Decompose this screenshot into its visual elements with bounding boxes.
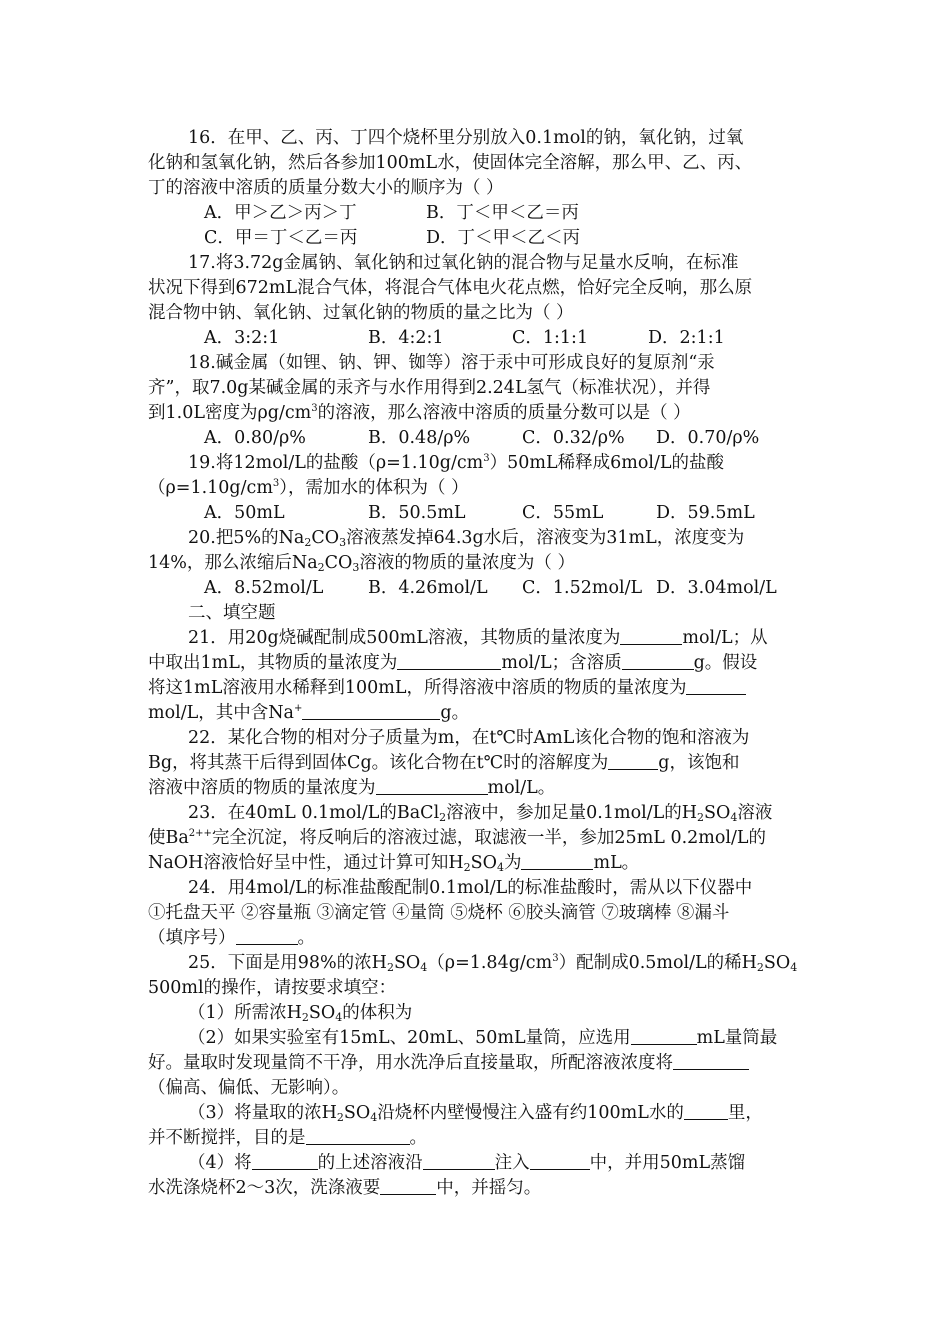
- q16-options-row-2: [204, 226, 804, 250]
- q18-options: [204, 426, 804, 450]
- subscript: 4: [496, 861, 504, 874]
- q18-option-b: B．0.48/ρ%: [368, 428, 471, 448]
- q16-option-d: D．丁＜甲＜乙＜丙: [426, 228, 581, 248]
- q25-text: SO: [763, 953, 791, 973]
- q17-options: [204, 326, 804, 350]
- q22-line-2: [148, 751, 739, 775]
- answer-blank[interactable]: [673, 1051, 749, 1070]
- q16-option-b: B．丁＜甲＜乙＝丙: [426, 203, 579, 223]
- q24-text: （填序号）: [148, 928, 236, 948]
- q25-text: （偏高、偏低、无影响）。: [148, 1078, 350, 1098]
- q25-text: SO: [393, 953, 421, 973]
- q21-text: mol/L；从: [682, 628, 768, 648]
- superscript: +: [294, 703, 303, 714]
- q21-text: 将这1mL溶液用水稀释到100mL，所得溶液中溶质的物质的量浓度为: [148, 678, 687, 698]
- q19-options: [204, 501, 804, 525]
- q25-text: 中，并摇匀。: [436, 1178, 542, 1198]
- q19-line-1: [188, 451, 724, 475]
- q21-text: 21．用20g烧碱配制成500mL溶液，其物质的量浓度为: [188, 628, 621, 648]
- q25-line-1: [188, 951, 797, 975]
- q19-text: （ρ=1.10g/cm: [148, 478, 273, 498]
- q17-text: 混合物中钠、氧化钠、过氧化钠的物质的量之比为（ ）: [148, 303, 574, 323]
- q25-text: （ρ=1.84g/cm: [427, 953, 553, 973]
- q25-text: （2）如果实验室有15mL、20mL、50mL量筒，应选用: [188, 1028, 631, 1048]
- q23-line-3: [148, 851, 639, 875]
- superscript: 3: [483, 453, 490, 464]
- q19-option-a: A．50mL: [204, 503, 285, 523]
- q22-text: Bg，将其蒸干后得到固体Cg。该化合物在t℃时的溶解度为: [148, 753, 609, 773]
- q21-text: g。: [440, 703, 470, 723]
- q18-line-3: [148, 401, 691, 425]
- q23-text: 溶液中，参加足量0.1mol/L的H: [446, 803, 698, 823]
- q18-text: 的溶液，那么溶液中溶质的质量分数可以是（ ）: [317, 403, 691, 423]
- q22-line-1: [188, 726, 749, 750]
- q17-line-1: [188, 251, 739, 275]
- q22-text: 22．某化合物的相对分子质量为m，在t℃时AmL该化合物的饱和溶液为: [188, 728, 750, 748]
- q17-line-3: [148, 301, 574, 325]
- q16-option-a: A．甲＞乙＞丙＞丁: [204, 203, 357, 223]
- q20-option-c: C．1.52mol/L: [522, 578, 643, 598]
- q16-line-3: [148, 176, 504, 200]
- q21-text: 中取出1mL，其物质的量浓度为: [148, 653, 398, 673]
- q21-text: g。假设: [693, 653, 758, 673]
- q24-line-2: [148, 901, 729, 925]
- subscript: 4: [730, 811, 738, 824]
- q25-part-4: [188, 1151, 745, 1175]
- q25-text: 的体积为: [342, 1003, 413, 1023]
- answer-blank[interactable]: [376, 776, 488, 795]
- q23-text: 23．在40mL 0.1mol/L的BaCl: [188, 803, 440, 823]
- q16-line-1: [188, 126, 743, 150]
- q20-line-1: [188, 526, 744, 550]
- q19-text: 19.将12mol/L的盐酸（ρ=1.10g/cm: [188, 453, 484, 473]
- subscript: 3: [339, 536, 347, 549]
- q25-text: （4）将: [188, 1153, 252, 1173]
- q19-line-2: [148, 476, 469, 500]
- q23-text: 为: [503, 853, 522, 873]
- q25-text: 水洗涤烧杯2～3次，洗涤液要: [148, 1178, 381, 1198]
- subscript: 4: [420, 961, 428, 974]
- q20-option-a: A．8.52mol/L: [204, 578, 324, 598]
- q20-option-d: D．3.04mol/L: [656, 578, 777, 598]
- answer-blank[interactable]: [608, 751, 658, 770]
- q17-option-d: D．2:1:1: [648, 328, 725, 348]
- q25-text: 中，并用50mL蒸馏: [589, 1153, 746, 1173]
- q16-text: 16．在甲、乙、丙、丁四个烧杯里分别放入0.1mol的钠，氧化钠，过氧: [188, 128, 744, 148]
- answer-blank[interactable]: [397, 651, 501, 670]
- q19-text: ）50mL稀释成6mol/L的盐酸: [489, 453, 725, 473]
- q23-line-2: [148, 826, 766, 850]
- subscript: 2: [317, 561, 325, 574]
- q17-option-b: B．4:2:1: [368, 328, 444, 348]
- q22-text: 溶液中溶质的物质的量浓度为: [148, 778, 376, 798]
- answer-blank[interactable]: [236, 926, 298, 945]
- q20-options: [204, 576, 804, 600]
- q23-text: mL。: [593, 853, 640, 873]
- q25-part-3: [188, 1101, 763, 1125]
- q24-line-3: [148, 926, 315, 950]
- section-title: 二、填空题: [188, 603, 276, 623]
- q20-text: 溶液蒸发掉64.3g水后，溶液变为31mL，浓度变为: [346, 528, 745, 548]
- q18-option-a: A．0.80/ρ%: [204, 428, 306, 448]
- q22-text: g，该饱和: [658, 753, 740, 773]
- q25-text: SO: [343, 1103, 371, 1123]
- q20-line-2: [148, 551, 575, 575]
- q16-line-2: [148, 151, 752, 175]
- q20-text: 20.把5%的Na: [188, 528, 305, 548]
- answer-blank[interactable]: [302, 701, 440, 720]
- q25-text: 里，: [727, 1103, 763, 1123]
- answer-blank[interactable]: [686, 676, 746, 695]
- q17-option-a: A．3:2:1: [204, 328, 280, 348]
- q22-text: mol/L。: [487, 778, 556, 798]
- q20-option-b: B．4.26mol/L: [368, 578, 488, 598]
- q23-text: 使Ba: [148, 828, 189, 848]
- q24-text: ①托盘天平 ②容量瓶 ③滴定管 ④量筒 ⑤烧杯 ⑥胶头滴管 ⑦玻璃棒 ⑧漏斗: [148, 903, 730, 923]
- subscript: 2: [301, 1011, 309, 1024]
- q16-text: 化钠和氢氧化钠，然后各参加100mL水，使固体完全溶解，那么甲、乙、丙、: [148, 153, 753, 173]
- q25-text: 。: [409, 1128, 427, 1148]
- q21-line-1: [188, 626, 768, 650]
- q17-line-2: [148, 276, 752, 300]
- q17-text: 17.将3.72g金属钠、氧化钠和过氧化钠的混合物与足量水反响，在标准: [188, 253, 739, 273]
- subscript: 2: [463, 861, 471, 874]
- q25-text: 注入: [494, 1153, 530, 1173]
- q19-option-b: B．50.5mL: [368, 503, 466, 523]
- q25-part-1: [188, 1001, 412, 1025]
- q16-option-c: C．甲＝丁＜乙＝丙: [204, 228, 358, 248]
- q23-text: NaOH溶液恰好呈中性，通过计算可知H: [148, 853, 464, 873]
- q19-option-d: D．59.5mL: [656, 503, 755, 523]
- subscript: 2: [304, 536, 312, 549]
- q21-line-2: [148, 651, 757, 675]
- q25-text: 并不断搅拌，目的是: [148, 1128, 306, 1148]
- q18-text: 18.碱金属（如锂、钠、钾、铷等）溶于汞中可形成良好的复原剂“汞: [188, 353, 715, 373]
- q21-text: mol/L，其中含Na: [148, 703, 294, 723]
- q24-text: 。: [297, 928, 315, 948]
- answer-blank[interactable]: [684, 1101, 728, 1120]
- q18-text: 到1.0L密度为ρg/cm: [148, 403, 312, 423]
- q25-part-4-line-2: [148, 1176, 541, 1200]
- answer-blank[interactable]: [252, 1151, 318, 1170]
- q22-line-3: [148, 776, 555, 800]
- q20-text: CO: [311, 528, 340, 548]
- subscript: 2: [697, 811, 705, 824]
- q18-line-1: [188, 351, 715, 375]
- q25-part-3-line-2: [148, 1126, 427, 1150]
- q25-text: （1）所需浓H: [188, 1003, 302, 1023]
- subscript: 2: [756, 961, 764, 974]
- q25-text: 500ml的操作，请按要求填空：: [148, 978, 397, 998]
- q23-text: SO: [704, 803, 731, 823]
- subscript: 4: [335, 1011, 343, 1024]
- subscript: 4: [370, 1111, 378, 1124]
- subscript: 2: [336, 1111, 344, 1124]
- q25-text: 好。量取时发现量筒不干净，用水洗净后直接量取，所配溶液浓度将: [148, 1053, 673, 1073]
- q25-part-2-line-2: [148, 1051, 749, 1075]
- subscript: 4: [790, 961, 798, 974]
- q18-option-d: D．0.70/ρ%: [656, 428, 760, 448]
- subscript: 2: [439, 811, 447, 824]
- q18-line-2: [148, 376, 710, 400]
- q19-option-c: C．55mL: [522, 503, 604, 523]
- q20-text: 14%，那么浓缩后Na: [148, 553, 318, 573]
- q23-text: 溶液: [737, 803, 773, 823]
- answer-blank[interactable]: [423, 1151, 495, 1170]
- q25-part-2: [188, 1026, 777, 1050]
- q23-text: 完全沉淀，将反响后的溶液过滤，取滤液一半，参加25mL 0.2mol/L的: [211, 828, 767, 848]
- q25-text: mL量筒最: [696, 1028, 778, 1048]
- q25-line-2: [148, 976, 396, 1000]
- q25-part-2-line-3: [148, 1076, 349, 1100]
- subscript: 2: [386, 961, 394, 974]
- q23-text: SO: [470, 853, 497, 873]
- subscript: 3: [352, 561, 360, 574]
- q21-line-3: [148, 676, 746, 700]
- q21-text: mol/L；含溶质: [501, 653, 622, 673]
- answer-blank[interactable]: [306, 1126, 410, 1145]
- q16-text: 丁的溶液中溶质的质量分数大小的顺序为（ ）: [148, 178, 504, 198]
- answer-blank[interactable]: [521, 851, 593, 870]
- q25-text: 的上述溶液沿: [317, 1153, 423, 1173]
- q24-line-1: [188, 876, 752, 900]
- q17-text: 状况下得到672mL混合气体，将混合气体电火花点燃，恰好完全反响，那么原: [148, 278, 753, 298]
- q19-text: ），需加水的体积为（ ）: [279, 478, 469, 498]
- q16-options-row-1: [204, 201, 804, 225]
- q20-text: CO: [324, 553, 353, 573]
- q25-text: 沿烧杯内壁慢慢注入盛有约100mL水的: [377, 1103, 684, 1123]
- q17-option-c: C．1:1:1: [512, 328, 589, 348]
- q23-line-1: [188, 801, 772, 825]
- q25-text: 25．下面是用98%的浓H: [188, 953, 387, 973]
- q25-text: （3）将量取的浓H: [188, 1103, 337, 1123]
- answer-blank[interactable]: [530, 1151, 590, 1170]
- q18-option-c: C．0.32/ρ%: [522, 428, 625, 448]
- superscript: 2++: [188, 828, 212, 839]
- q20-text: 溶液的物质的量浓度为（ ）: [359, 553, 575, 573]
- q18-text: 齐”，取7.0g某碱金属的汞齐与水作用得到2.24L氢气（标准状况），并得: [148, 378, 711, 398]
- q24-text: 24．用4mol/L的标准盐酸配制0.1mol/L的标准盐酸时，需从以下仪器中: [188, 878, 753, 898]
- q21-line-4: [148, 701, 469, 725]
- q25-text: SO: [308, 1003, 336, 1023]
- answer-blank[interactable]: [622, 651, 694, 670]
- superscript: 3: [272, 478, 280, 489]
- answer-blank[interactable]: [620, 626, 682, 645]
- superscript: 3: [311, 403, 318, 414]
- answer-blank[interactable]: [631, 1026, 697, 1045]
- section-heading: [188, 601, 276, 625]
- superscript: 3: [552, 953, 559, 964]
- answer-blank[interactable]: [380, 1176, 436, 1195]
- q25-text: ）配制成0.5mol/L的稀H: [558, 953, 757, 973]
